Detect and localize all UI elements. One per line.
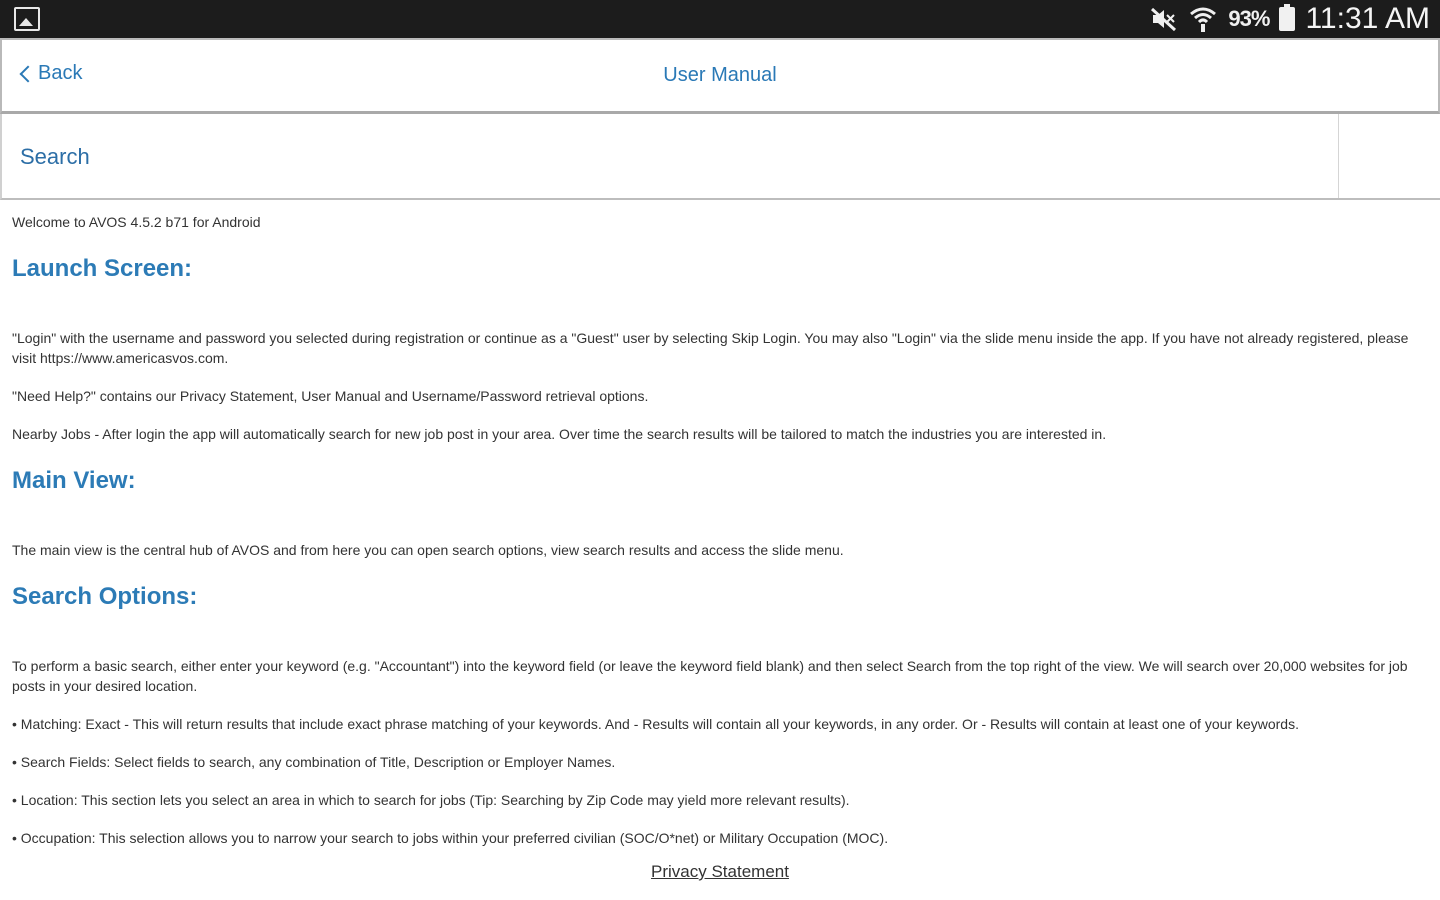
mute-icon	[1148, 4, 1178, 34]
battery-percentage: 93%	[1228, 6, 1270, 31]
gallery-icon	[14, 7, 40, 31]
status-bar	[0, 0, 1440, 38]
navigation-bar	[0, 38, 1440, 114]
section-title-search-options: Search Options:	[12, 583, 198, 610]
search-label[interactable]: Search	[20, 144, 90, 169]
search-bar[interactable]	[0, 114, 1440, 200]
section-title-launch-screen: Launch Screen:	[12, 255, 193, 282]
section-title-main-view: Main View:	[12, 467, 136, 494]
wifi-icon	[1188, 4, 1218, 34]
bullet-item: • Matching: Exact - This will return results that include exact phrase matching of your keywords. And - Results will contain all your keywords, in any order. Or - Results will contain at least one of your keywords.	[12, 716, 1299, 732]
clock: 11:31 AM	[1305, 2, 1430, 35]
bullet-item: • Occupation: This selection allows you to narrow your search to jobs within your preferred civilian (SOC/O*net) or Military Occupation (MOC).	[12, 830, 889, 846]
bullet-item: • Search Fields: Select fields to search, any combination of Title, Description or Employer Names.	[12, 754, 616, 770]
paragraph: "Need Help?" contains our Privacy Statement, User Manual and Username/Password retrieval options.	[12, 388, 649, 404]
paragraph: The main view is the central hub of AVOS and from here you can open search options, view search results and access the slide menu.	[12, 542, 844, 558]
status-indicators	[1148, 0, 1430, 38]
paragraph: To perform a basic search, either enter your keyword (e.g. "Accountant") into the keyword field (or leave the keyword field blank) and then select Search from the top right of the view. We will search over 20,000 websites for job posts in your desired location.	[12, 658, 1408, 694]
page-title: User Manual	[663, 64, 777, 86]
battery-icon	[1279, 7, 1295, 31]
divider	[1338, 114, 1339, 198]
manual-content[interactable]	[12, 200, 1430, 846]
back-label: Back	[38, 62, 83, 84]
paragraph: "Login" with the username and password you selected during registration or continue as a "Guest" user by selecting Skip Login. You may also "Login" via the slide menu inside the app. If you have not already registered, please visit https://www.americasvos.com.	[12, 330, 1409, 366]
bullet-item: • Location: This section lets you select an area in which to search for jobs (Tip: Searching by Zip Code may yield more relevant results).	[12, 792, 850, 808]
welcome-text: Welcome to AVOS 4.5.2 b71 for Android	[12, 214, 261, 230]
privacy-statement-link[interactable]: Privacy Statement	[651, 862, 789, 881]
paragraph: Nearby Jobs - After login the app will automatically search for new job post in your area. Over time the search results will be tailored to match the industries you are interested in.	[12, 426, 1107, 442]
